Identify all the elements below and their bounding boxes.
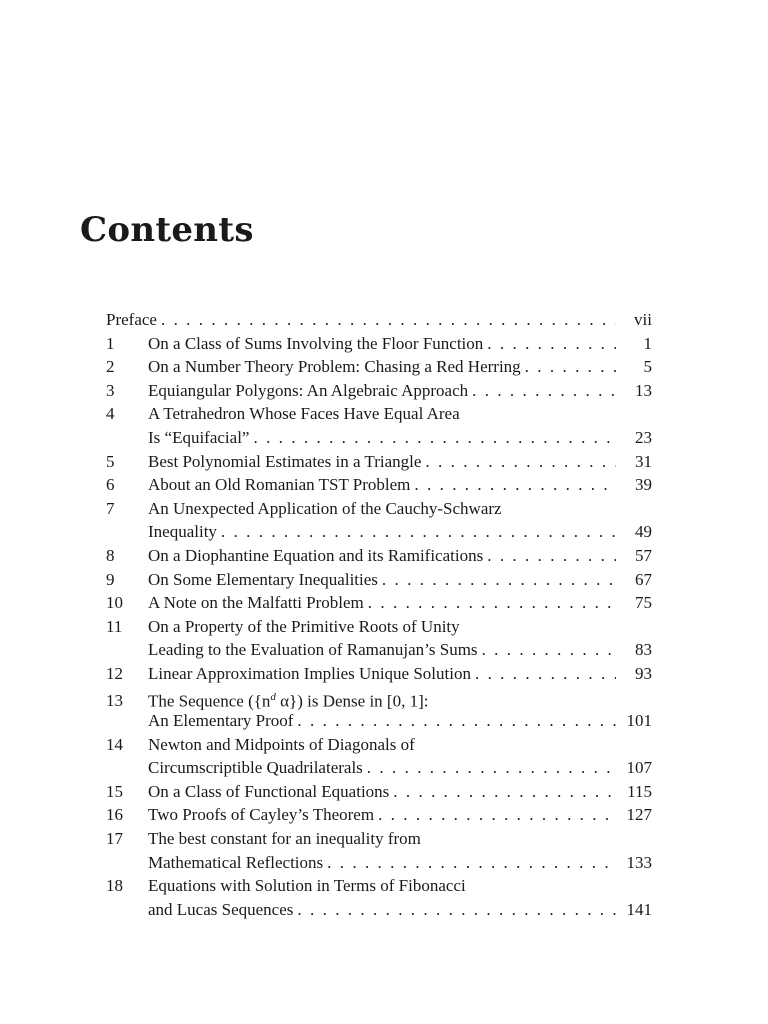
chapter-page-number: 31: [635, 451, 652, 471]
chapter-title: Circumscriptible Quadrilaterals: [148, 758, 363, 778]
chapter-page-number: 75: [635, 593, 652, 613]
chapter-number: 18: [106, 876, 123, 896]
chapter-page-number: 141: [626, 899, 652, 919]
chapter-number: 1: [106, 333, 115, 353]
chapter-page-number: 57: [635, 545, 652, 565]
dot-leader: [157, 308, 616, 332]
toc-entry-line[interactable]: [106, 615, 652, 639]
toc-entry-line[interactable]: [106, 756, 652, 780]
chapter-number: 10: [106, 593, 123, 613]
chapter-title: On a Class of Sums Involving the Floor Function: [148, 333, 484, 353]
chapter-title: Equations with Solution in Terms of Fibonacci: [148, 876, 466, 896]
chapter-title: On Some Elementary Inequalities: [148, 569, 378, 589]
chapter-title: An Elementary Proof: [148, 711, 294, 731]
preface-page-number: vii: [634, 310, 652, 329]
chapter-number: 14: [106, 734, 123, 754]
preface-label: Preface: [106, 310, 157, 329]
toc-entry-line[interactable]: [106, 898, 652, 922]
chapter-page-number: 93: [635, 663, 652, 683]
chapter-number: 15: [106, 781, 123, 801]
toc-entry-line[interactable]: [106, 497, 652, 521]
chapter-number: 11: [106, 616, 123, 636]
toc-entry-line[interactable]: [106, 827, 652, 851]
toc-entry-line[interactable]: [106, 473, 652, 497]
dot-leader: [363, 756, 616, 780]
toc-entry-line[interactable]: [106, 686, 652, 710]
toc-entry-preface[interactable]: [106, 308, 652, 332]
chapter-page-number: 115: [627, 781, 652, 801]
chapter-title: About an Old Romanian TST Problem: [148, 475, 411, 495]
toc-entry-line[interactable]: [106, 379, 652, 403]
chapter-title: Leading to the Evaluation of Ramanujan’s Sums: [148, 640, 478, 660]
toc-entry-line[interactable]: [106, 662, 652, 686]
chapter-number: 2: [106, 357, 115, 377]
chapter-number: 16: [106, 805, 123, 825]
chapter-title: On a Diophantine Equation and its Ramifications: [148, 545, 484, 565]
chapter-page-number: 13: [635, 380, 652, 400]
toc-entry-line[interactable]: [106, 568, 652, 592]
toc-entry-line[interactable]: [106, 591, 652, 615]
chapter-page-number: 1: [643, 333, 652, 353]
toc-entry-line[interactable]: [106, 709, 652, 733]
chapter-page-number: 39: [635, 475, 652, 495]
chapter-number: 9: [106, 569, 115, 589]
chapter-title: A Tetrahedron Whose Faces Have Equal Area: [148, 404, 460, 424]
chapter-title: Mathematical Reflections: [148, 852, 324, 872]
toc-entry-line[interactable]: [106, 874, 652, 898]
dot-leader: [483, 544, 616, 568]
chapter-page-number: 83: [635, 640, 652, 660]
dot-leader: [421, 450, 616, 474]
toc-entry-line[interactable]: [106, 450, 652, 474]
contents-heading: Contents: [80, 210, 254, 250]
chapter-title: Two Proofs of Cayley’s Theorem: [148, 805, 375, 825]
toc-entry-line[interactable]: [106, 355, 652, 379]
dot-leader: [478, 638, 616, 662]
chapter-number: 6: [106, 475, 115, 495]
chapter-title: Linear Approximation Implies Unique Solution: [148, 663, 471, 683]
toc-entry-line[interactable]: [106, 332, 652, 356]
dot-leader: [249, 426, 616, 450]
dot-leader: [378, 568, 616, 592]
toc-entry-line[interactable]: [106, 638, 652, 662]
chapter-page-number: 127: [626, 805, 652, 825]
chapter-title: On a Class of Functional Equations: [148, 781, 390, 801]
chapter-number: 13: [106, 691, 123, 711]
chapter-page-number: 67: [635, 569, 652, 589]
chapter-number: 12: [106, 663, 123, 683]
chapter-number: 7: [106, 498, 115, 518]
chapter-page-number: 23: [635, 427, 652, 447]
chapter-title: Is “Equifacial”: [148, 427, 250, 447]
chapter-number: 4: [106, 404, 115, 424]
toc-entry-line[interactable]: [106, 851, 652, 875]
chapter-page-number: 5: [643, 357, 652, 377]
chapter-title: The best constant for an inequality from: [148, 829, 421, 849]
dot-leader: [293, 898, 616, 922]
chapter-title: On a Number Theory Problem: Chasing a Red Herring: [148, 357, 521, 377]
chapter-title: The Sequence ({$n^d$ α}) is Dense in [0, 1]:: [148, 690, 429, 711]
toc-entry-line[interactable]: [106, 402, 652, 426]
chapter-title: A Note on the Malfatti Problem: [148, 593, 364, 613]
chapter-title: On a Property of the Primitive Roots of Unity: [148, 616, 460, 636]
toc-entry-line[interactable]: [106, 426, 652, 450]
dot-leader: [410, 473, 616, 497]
chapter-page-number: 133: [626, 852, 652, 872]
chapter-title: An Unexpected Application of the Cauchy-Schwarz: [148, 498, 502, 518]
dot-leader: [323, 851, 616, 875]
superscript-d: d: [270, 690, 276, 703]
dot-leader: [364, 591, 616, 615]
chapter-page-number: 49: [635, 522, 652, 542]
chapter-title: and Lucas Sequences: [148, 899, 294, 919]
toc-entry-line[interactable]: [106, 520, 652, 544]
chapter-number: 17: [106, 829, 123, 849]
table-of-contents: [106, 308, 652, 921]
chapter-number: 3: [106, 380, 115, 400]
chapter-title: Newton and Midpoints of Diagonals of: [148, 734, 415, 754]
chapter-number: 8: [106, 545, 115, 565]
dot-leader: [389, 780, 616, 804]
dot-leader: [471, 662, 616, 686]
dot-leader: [483, 332, 616, 356]
dot-leader: [521, 355, 616, 379]
dot-leader: [217, 520, 616, 544]
dot-leader: [468, 379, 616, 403]
toc-entry-line[interactable]: [106, 733, 652, 757]
dot-leader: [293, 709, 616, 733]
chapter-title: Best Polynomial Estimates in a Triangle: [148, 451, 422, 471]
chapter-number: 5: [106, 451, 115, 471]
chapter-title: Inequality: [148, 522, 217, 542]
toc-entry-line[interactable]: [106, 544, 652, 568]
toc-entry-line[interactable]: [106, 803, 652, 827]
chapter-page-number: 107: [626, 758, 652, 778]
chapter-title: Equiangular Polygons: An Algebraic Approach: [148, 380, 469, 400]
dot-leader: [374, 803, 616, 827]
chapter-page-number: 101: [626, 711, 652, 731]
toc-entry-line[interactable]: [106, 780, 652, 804]
